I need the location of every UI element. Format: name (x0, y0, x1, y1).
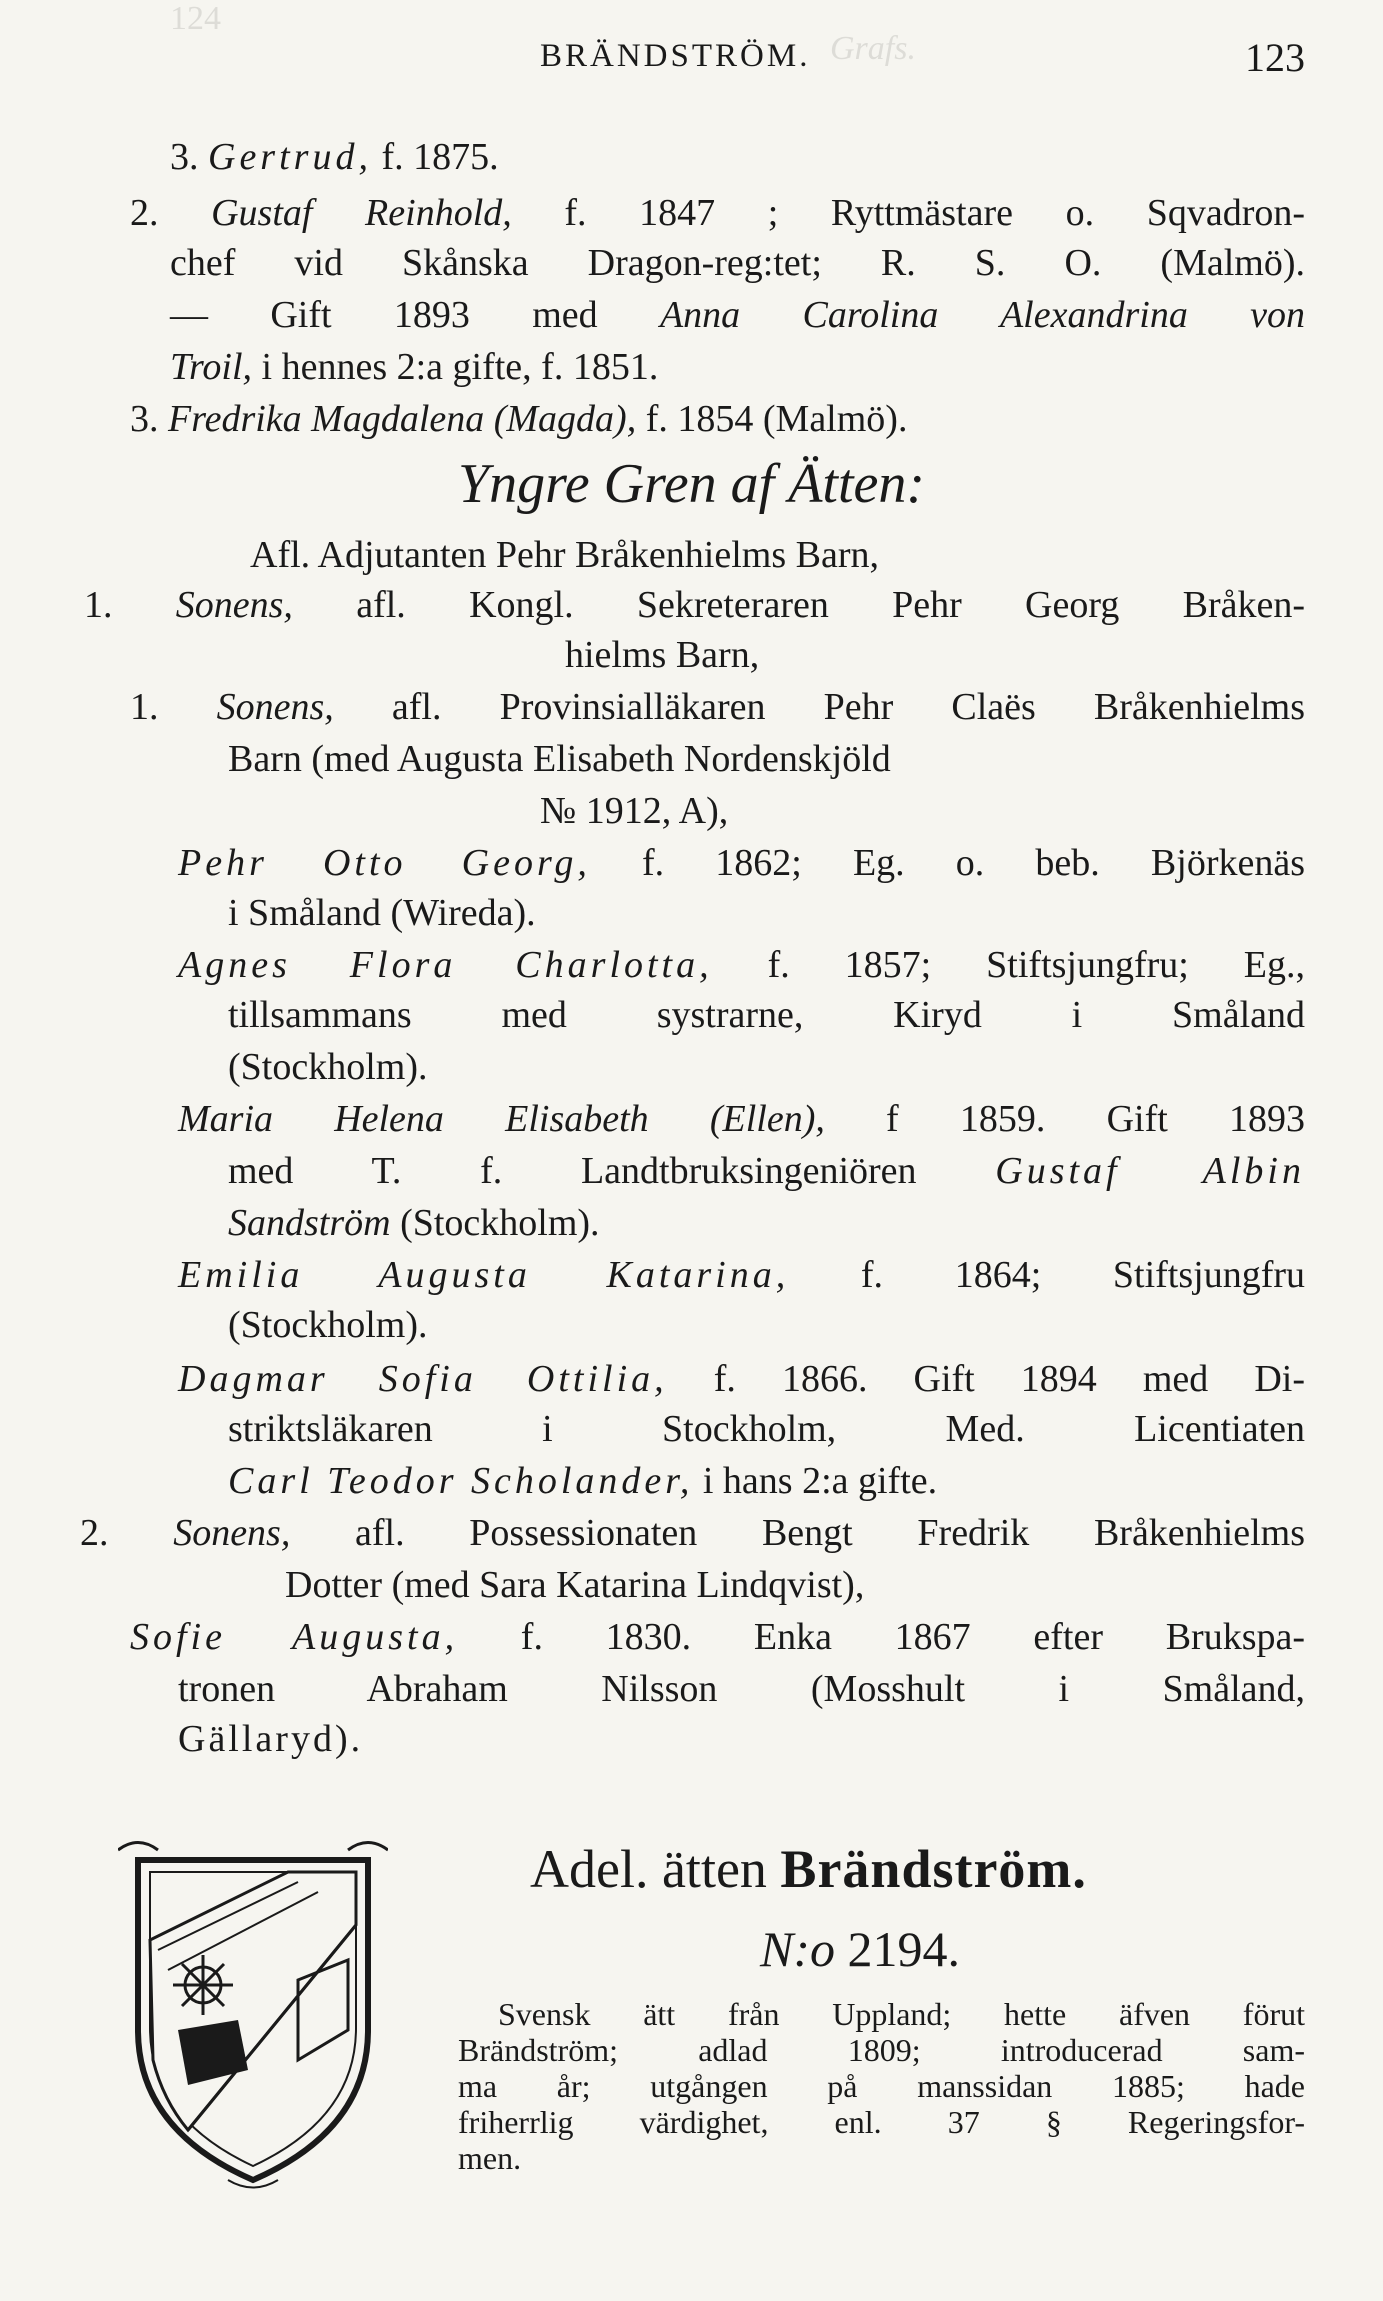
text-line: Sandström (Stockholm). (228, 1202, 600, 1244)
text-line: 1. Sonens, afl. Provinsialläkaren Pehr Claës Bråkenhielms (130, 686, 1305, 728)
text-line: Carl Teodor Scholander, i hans 2:a gifte. (228, 1460, 938, 1502)
description-line: Svensk ätt från Uppland; hette äfven förut (498, 1996, 1305, 2032)
page-number: 123 (1245, 35, 1305, 80)
family-number: N:o 2194. (760, 1921, 960, 1977)
text-line: chef vid Skånska Dragon-reg:tet; R. S. O. (Malmö). (170, 242, 1305, 284)
text-line: 3. Gertrud, f. 1875. (170, 136, 499, 178)
running-header (0, 30, 1383, 80)
text-line: Agnes Flora Charlotta, f. 1857; Stiftsjungfru; Eg., (178, 944, 1305, 986)
family-title: Adel. ätten Brändström. (530, 1839, 1087, 1899)
coat-of-arms-icon (118, 1830, 388, 2190)
text-line: Pehr Otto Georg, f. 1862; Eg. o. beb. Björkenäs (178, 842, 1305, 884)
bleed-through-page-number: 124 (170, 0, 221, 37)
text-line: 3. Fredrika Magdalena (Magda), f. 1854 (Malmö). (130, 398, 908, 440)
text-line: Sofie Augusta, f. 1830. Enka 1867 efter Brukspa- (130, 1616, 1306, 1658)
text-line: striktsläkaren i Stockholm, Med. Licentiaten (228, 1408, 1305, 1450)
text-line: i Småland (Wireda). (228, 892, 536, 934)
text-line: Gällaryd). (178, 1718, 364, 1760)
afl-line: Afl. Adjutanten Pehr Bråkenhielms Barn, (250, 534, 879, 576)
text-line: Troil, i hennes 2:a gifte, f. 1851. (170, 346, 659, 388)
description-line: Brändström; adlad 1809; introducerad sam- (458, 2032, 1305, 2068)
running-title: BRÄNDSTRÖM. (540, 38, 811, 74)
text-line: Dagmar Sofia Ottilia, f. 1866. Gift 1894 med Di- (178, 1358, 1305, 1400)
text-line: 1. Sonens, afl. Kongl. Sekreteraren Pehr Georg Bråken- (84, 584, 1305, 626)
section-heading: Yngre Gren af Ätten: (457, 453, 926, 515)
text-line: Maria Helena Elisabeth (Ellen), f 1859. Gift 1893 (178, 1098, 1305, 1140)
family-name: Brändström. (780, 1839, 1087, 1899)
text-line: med T. f. Landtbruksingeniören Gustaf Albin (228, 1150, 1305, 1192)
text-line: 2. Gustaf Reinhold, f. 1847 ; Ryttmästare o. Sqvadron- (130, 192, 1306, 234)
text-line: hielms Barn, (565, 634, 760, 676)
description-line: men. (458, 2140, 522, 2176)
text-line: № 1912, A), (540, 790, 729, 832)
text-line: (Stockholm). (228, 1304, 428, 1346)
bleed-through-heading: Grafs. (830, 30, 916, 67)
text-line: Barn (med Augusta Elisabeth Nordenskjöld (228, 738, 891, 780)
text-line: tillsammans med systrarne, Kiryd i Småland (228, 994, 1305, 1036)
text-line: 2. Sonens, afl. Possessionaten Bengt Fredrik Bråkenhielms (80, 1512, 1306, 1554)
text-line: Dotter (med Sara Katarina Lindqvist), (285, 1564, 865, 1606)
description-line: ma år; utgången på manssidan 1885; hade (458, 2068, 1305, 2104)
text-line: (Stockholm). (228, 1046, 428, 1088)
text-line: Emilia Augusta Katarina, f. 1864; Stiftsjungfru (178, 1254, 1306, 1296)
description-line: friherrlig värdighet, enl. 37 § Regeringsfor- (458, 2104, 1305, 2140)
text-line: — Gift 1893 med Anna Carolina Alexandrina von (170, 294, 1306, 336)
text-line: tronen Abraham Nilsson (Mosshult i Småland, (178, 1668, 1305, 1710)
